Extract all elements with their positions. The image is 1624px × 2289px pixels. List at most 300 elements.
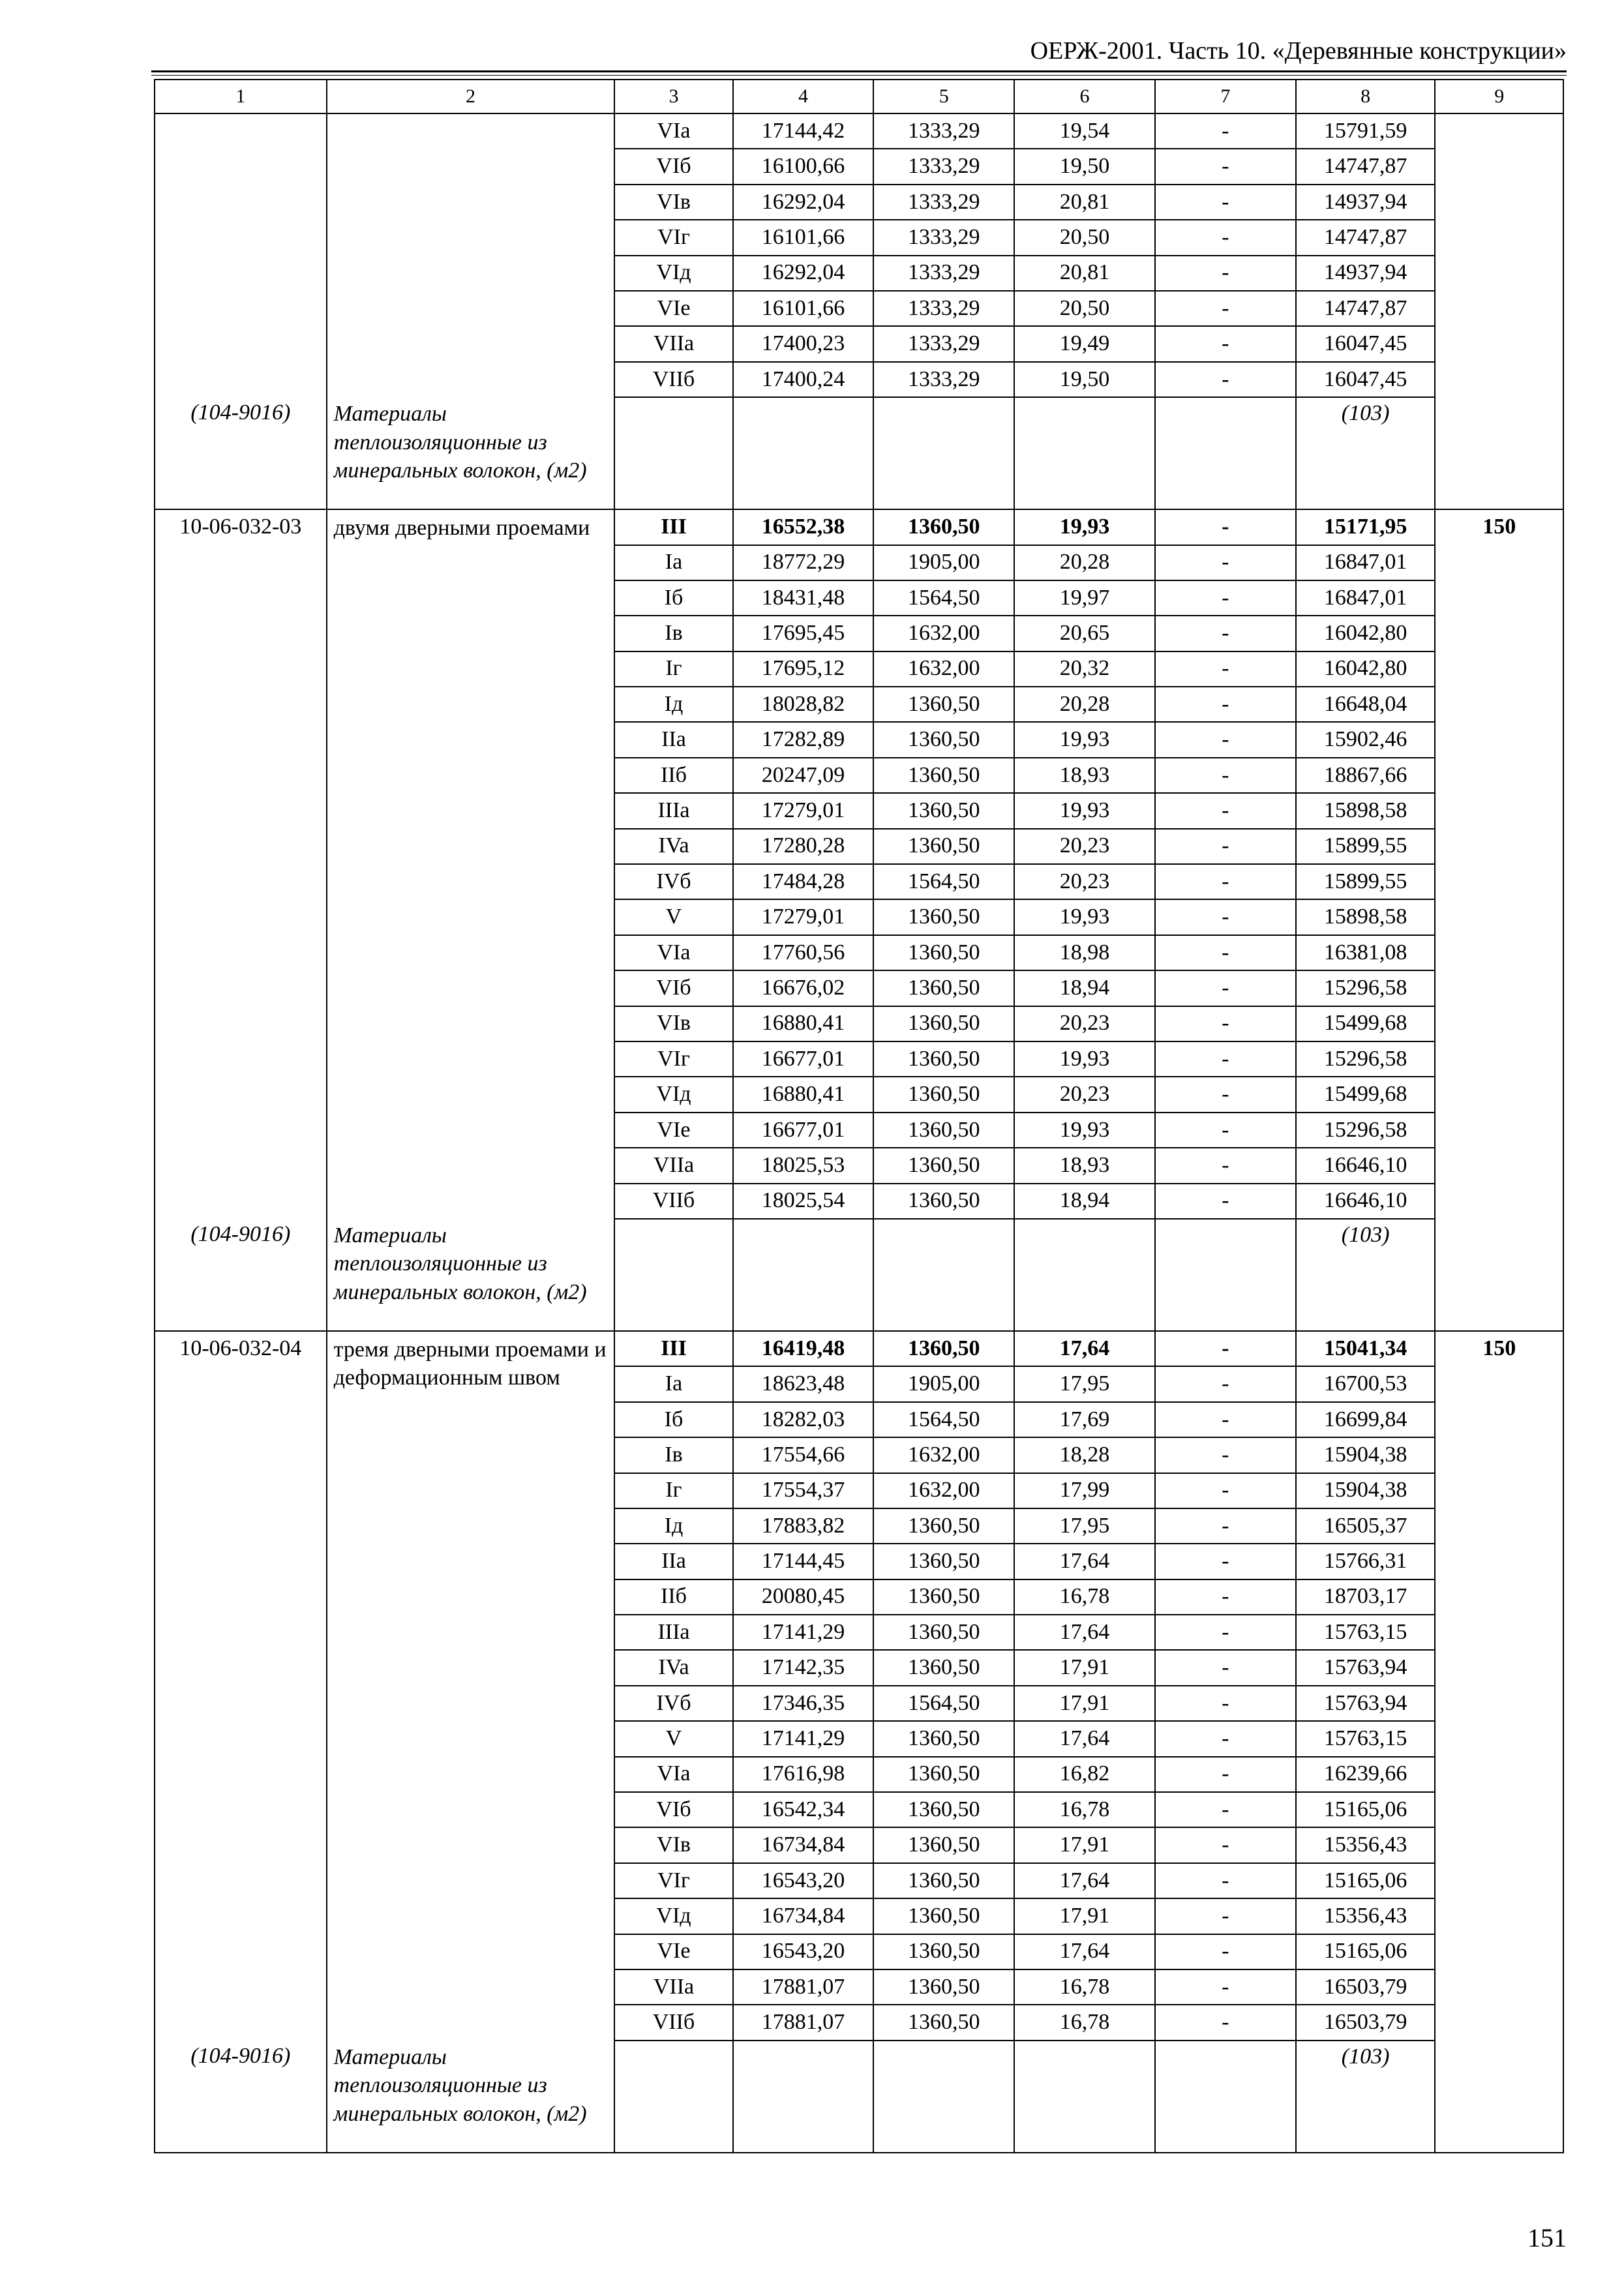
- zone-cell: VIa: [614, 1757, 732, 1792]
- machines-cell: 17,69: [1014, 1402, 1155, 1437]
- name-cell: [327, 1615, 615, 1650]
- table-row: [155, 1863, 1563, 1898]
- wages-cell: 1632,00: [873, 651, 1014, 687]
- empty-cell: [614, 397, 732, 509]
- materials-cell: 16646,10: [1296, 1148, 1436, 1183]
- machines-cell: 18,93: [1014, 1148, 1155, 1183]
- page-header-title: ОЕРЖ-2001. Часть 10. «Деревянные конструкции»: [1030, 37, 1567, 65]
- name-cell: [327, 935, 615, 970]
- drivers-wages-cell: -: [1155, 1579, 1296, 1615]
- name-cell: [327, 1934, 615, 1969]
- machines-cell: 17,64: [1014, 1863, 1155, 1898]
- labor-cell: [1435, 220, 1563, 255]
- machines-cell: 17,64: [1014, 1615, 1155, 1650]
- total-cost-cell: 16292,04: [733, 185, 874, 220]
- machines-cell: 20,23: [1014, 1006, 1155, 1041]
- labor-cell: [1435, 113, 1563, 149]
- machines-cell: 19,93: [1014, 793, 1155, 828]
- zone-cell: VIв: [614, 1827, 732, 1863]
- labor-cell: [1435, 1366, 1563, 1401]
- machines-cell: 19,50: [1014, 362, 1155, 397]
- zone-cell: VIг: [614, 1041, 732, 1077]
- code-cell: [155, 970, 327, 1006]
- machines-cell: 18,94: [1014, 970, 1155, 1006]
- empty-cell: [1155, 397, 1296, 509]
- machines-cell: 18,28: [1014, 1437, 1155, 1473]
- name-cell: [327, 1006, 615, 1041]
- wages-cell: 1360,50: [873, 1827, 1014, 1863]
- materials-cell: 15499,68: [1296, 1006, 1436, 1041]
- table-row: [155, 1757, 1563, 1792]
- table-row: [155, 829, 1563, 864]
- zone-cell: VIIa: [614, 326, 732, 361]
- price-table: [154, 79, 1564, 2153]
- machines-cell: 19,93: [1014, 1113, 1155, 1148]
- zone-cell: Iв: [614, 1437, 732, 1473]
- drivers-wages-cell: -: [1155, 1366, 1296, 1401]
- drivers-wages-cell: -: [1155, 1686, 1296, 1721]
- table-row: [155, 326, 1563, 361]
- drivers-wages-cell: -: [1155, 829, 1296, 864]
- wages-cell: 1360,50: [873, 1579, 1014, 1615]
- machines-cell: 19,97: [1014, 580, 1155, 616]
- drivers-wages-cell: -: [1155, 2005, 1296, 2040]
- empty-cell: [873, 1219, 1014, 1331]
- materials-cell: 15296,58: [1296, 1041, 1436, 1077]
- total-cost-cell: 16101,66: [733, 291, 874, 326]
- total-cost-cell: 17695,12: [733, 651, 874, 687]
- machines-cell: 17,99: [1014, 1473, 1155, 1508]
- drivers-wages-cell: -: [1155, 1077, 1296, 1112]
- zone-cell: VIд: [614, 1077, 732, 1112]
- materials-cell: 15899,55: [1296, 864, 1436, 899]
- machines-cell: 18,93: [1014, 758, 1155, 793]
- code-cell: [155, 1934, 327, 1969]
- column-number: 7: [1155, 80, 1296, 113]
- name-cell: [327, 651, 615, 687]
- labor-cell: [1435, 1077, 1563, 1112]
- table-row: [155, 864, 1563, 899]
- material-row: [155, 2041, 1563, 2153]
- labor-cell: [1435, 687, 1563, 722]
- code-cell: [155, 1077, 327, 1112]
- code-cell: [155, 291, 327, 326]
- total-cost-cell: 17144,45: [733, 1544, 874, 1579]
- labor-cell: [1435, 1934, 1563, 1969]
- name-cell: [327, 1757, 615, 1792]
- name-cell: [327, 362, 615, 397]
- machines-cell: 16,78: [1014, 2005, 1155, 2040]
- wages-cell: 1360,50: [873, 1077, 1014, 1112]
- empty-cell: [733, 2041, 874, 2153]
- materials-cell: 14937,94: [1296, 256, 1436, 291]
- code-cell: [155, 185, 327, 220]
- code-cell: [155, 1544, 327, 1579]
- wages-cell: 1360,50: [873, 935, 1014, 970]
- machines-cell: 17,95: [1014, 1508, 1155, 1544]
- zone-cell: VIe: [614, 1113, 732, 1148]
- name-cell: [327, 220, 615, 255]
- empty-cell: [1435, 397, 1563, 509]
- empty-cell: [1014, 397, 1155, 509]
- zone-cell: VIг: [614, 220, 732, 255]
- drivers-wages-cell: -: [1155, 1863, 1296, 1898]
- drivers-wages-cell: -: [1155, 1792, 1296, 1827]
- material-name: Материалы теплоизоляционные из минеральных волокон, (м2): [327, 397, 615, 509]
- work-name: двумя дверными проемами: [333, 516, 590, 541]
- wages-cell: 1360,50: [873, 1969, 1014, 2005]
- total-cost-cell: 20080,45: [733, 1579, 874, 1615]
- name-cell: [327, 616, 615, 651]
- labor-cell: [1435, 1508, 1563, 1544]
- code-cell: [155, 1006, 327, 1041]
- materials-cell: 18867,66: [1296, 758, 1436, 793]
- code-cell: [155, 1184, 327, 1219]
- name-cell: [327, 758, 615, 793]
- drivers-wages-cell: -: [1155, 899, 1296, 935]
- code-cell: [155, 113, 327, 149]
- table-row: [155, 1898, 1563, 1934]
- materials-cell: 16648,04: [1296, 687, 1436, 722]
- code-cell: [155, 1148, 327, 1183]
- labor-cell: [1435, 1184, 1563, 1219]
- zone-cell: III: [614, 509, 732, 545]
- total-cost-cell: 17400,23: [733, 326, 874, 361]
- materials-cell: 15356,43: [1296, 1827, 1436, 1863]
- code-cell: [155, 687, 327, 722]
- machines-cell: 19,93: [1014, 1041, 1155, 1077]
- name-cell: [327, 829, 615, 864]
- materials-cell: 16847,01: [1296, 545, 1436, 580]
- wages-cell: 1360,50: [873, 1544, 1014, 1579]
- machines-cell: 20,23: [1014, 829, 1155, 864]
- machines-cell: 17,91: [1014, 1650, 1155, 1685]
- table-row: [155, 651, 1563, 687]
- column-number: 4: [733, 80, 874, 113]
- table-row: [155, 149, 1563, 184]
- materials-cell: 16646,10: [1296, 1184, 1436, 1219]
- total-cost-cell: 17883,82: [733, 1508, 874, 1544]
- drivers-wages-cell: -: [1155, 185, 1296, 220]
- machines-cell: 16,82: [1014, 1757, 1155, 1792]
- wages-cell: 1360,50: [873, 1863, 1014, 1898]
- table-row: [155, 1544, 1563, 1579]
- total-cost-cell: 17282,89: [733, 722, 874, 757]
- table-row: [155, 1148, 1563, 1183]
- total-cost-cell: 16734,84: [733, 1898, 874, 1934]
- name-cell: [327, 1579, 615, 1615]
- materials-cell: 15296,58: [1296, 970, 1436, 1006]
- materials-cell: 16047,45: [1296, 326, 1436, 361]
- total-cost-cell: 17279,01: [733, 899, 874, 935]
- materials-cell: 18703,17: [1296, 1579, 1436, 1615]
- zone-cell: VIa: [614, 113, 732, 149]
- wages-cell: 1360,50: [873, 1757, 1014, 1792]
- name-cell: [327, 2005, 615, 2040]
- table-row: [155, 1184, 1563, 1219]
- table-row: [155, 1331, 1563, 1366]
- wages-cell: 1333,29: [873, 256, 1014, 291]
- table-row: [155, 1934, 1563, 1969]
- column-number-row: [155, 80, 1563, 113]
- drivers-wages-cell: -: [1155, 864, 1296, 899]
- total-cost-cell: 17144,42: [733, 113, 874, 149]
- labor-cell: [1435, 1650, 1563, 1685]
- wages-cell: 1564,50: [873, 580, 1014, 616]
- zone-cell: III: [614, 1331, 732, 1366]
- name-cell: [327, 113, 615, 149]
- machines-cell: 18,98: [1014, 935, 1155, 970]
- code-cell: [155, 616, 327, 651]
- total-cost-cell: 17760,56: [733, 935, 874, 970]
- total-cost-cell: 18025,54: [733, 1184, 874, 1219]
- materials-cell: 15763,94: [1296, 1650, 1436, 1685]
- wages-cell: 1360,50: [873, 1113, 1014, 1148]
- machines-cell: 16,78: [1014, 1792, 1155, 1827]
- drivers-wages-cell: -: [1155, 220, 1296, 255]
- machines-cell: 19,49: [1014, 326, 1155, 361]
- wages-cell: 1360,50: [873, 1898, 1014, 1934]
- labor-cell: [1435, 1792, 1563, 1827]
- drivers-wages-cell: -: [1155, 758, 1296, 793]
- labor-cell: [1435, 616, 1563, 651]
- drivers-wages-cell: -: [1155, 1508, 1296, 1544]
- materials-cell: 15766,31: [1296, 1544, 1436, 1579]
- labor-cell: [1435, 1615, 1563, 1650]
- zone-cell: IIIa: [614, 793, 732, 828]
- drivers-wages-cell: -: [1155, 1615, 1296, 1650]
- machines-cell: 17,91: [1014, 1827, 1155, 1863]
- total-cost-cell: 17141,29: [733, 1615, 874, 1650]
- table-row: [155, 220, 1563, 255]
- materials-cell: 14937,94: [1296, 185, 1436, 220]
- machines-cell: 19,93: [1014, 899, 1155, 935]
- materials-cell: 16047,45: [1296, 362, 1436, 397]
- zone-cell: VIв: [614, 1006, 732, 1041]
- name-cell: [327, 1148, 615, 1183]
- labor-cell: [1435, 1148, 1563, 1183]
- zone-cell: IVa: [614, 829, 732, 864]
- drivers-wages-cell: -: [1155, 113, 1296, 149]
- labor-cell: [1435, 256, 1563, 291]
- code-cell: [155, 1615, 327, 1650]
- zone-cell: VIв: [614, 185, 732, 220]
- table-row: [155, 1006, 1563, 1041]
- code-cell: [155, 1366, 327, 1401]
- wages-cell: 1360,50: [873, 970, 1014, 1006]
- code-cell: [155, 1437, 327, 1473]
- labor-cell: [1435, 1402, 1563, 1437]
- labor-cell: [1435, 935, 1563, 970]
- drivers-wages-cell: -: [1155, 326, 1296, 361]
- material-row: [155, 1219, 1563, 1331]
- drivers-wages-cell: -: [1155, 1969, 1296, 2005]
- wages-cell: 1360,50: [873, 1006, 1014, 1041]
- total-cost-cell: 16677,01: [733, 1041, 874, 1077]
- code-cell: [155, 1508, 327, 1544]
- name-cell: [327, 1721, 615, 1756]
- zone-cell: Iб: [614, 580, 732, 616]
- machines-cell: 17,64: [1014, 1544, 1155, 1579]
- zone-cell: VIIa: [614, 1148, 732, 1183]
- labor-cell: [1435, 1579, 1563, 1615]
- materials-cell: 15356,43: [1296, 1898, 1436, 1934]
- code-cell: [155, 829, 327, 864]
- material-code: (104-9016): [155, 1219, 327, 1331]
- code-cell: [155, 362, 327, 397]
- total-cost-cell: 17484,28: [733, 864, 874, 899]
- materials-cell: 16503,79: [1296, 1969, 1436, 2005]
- total-cost-cell: 16880,41: [733, 1077, 874, 1112]
- materials-cell: 15898,58: [1296, 793, 1436, 828]
- labor-cell: [1435, 1969, 1563, 2005]
- labor-cell: [1435, 1863, 1563, 1898]
- wages-cell: 1360,50: [873, 1331, 1014, 1366]
- machines-cell: 20,50: [1014, 220, 1155, 255]
- drivers-wages-cell: -: [1155, 362, 1296, 397]
- drivers-wages-cell: -: [1155, 1650, 1296, 1685]
- total-cost-cell: 17695,45: [733, 616, 874, 651]
- wages-cell: 1360,50: [873, 899, 1014, 935]
- drivers-wages-cell: -: [1155, 616, 1296, 651]
- drivers-wages-cell: -: [1155, 1898, 1296, 1934]
- labor-cell: [1435, 1041, 1563, 1077]
- wages-cell: 1564,50: [873, 864, 1014, 899]
- name-cell: [327, 1863, 615, 1898]
- materials-cell: 15296,58: [1296, 1113, 1436, 1148]
- wages-cell: 1360,50: [873, 1615, 1014, 1650]
- labor-cell: [1435, 758, 1563, 793]
- materials-cell: 15763,15: [1296, 1721, 1436, 1756]
- materials-cell: 15763,15: [1296, 1615, 1436, 1650]
- total-cost-cell: 17616,98: [733, 1757, 874, 1792]
- labor-cell: [1435, 970, 1563, 1006]
- total-cost-cell: 18025,53: [733, 1148, 874, 1183]
- empty-cell: [873, 397, 1014, 509]
- materials-cell: 15898,58: [1296, 899, 1436, 935]
- labor-cell: [1435, 1898, 1563, 1934]
- total-cost-cell: 16677,01: [733, 1113, 874, 1148]
- name-cell: [327, 864, 615, 899]
- code-cell: [155, 899, 327, 935]
- material-code: (104-9016): [155, 2041, 327, 2153]
- zone-cell: IIIa: [614, 1615, 732, 1650]
- labor-cell: [1435, 362, 1563, 397]
- materials-cell: 15899,55: [1296, 829, 1436, 864]
- code-cell: [155, 1041, 327, 1077]
- machines-cell: 17,91: [1014, 1686, 1155, 1721]
- code-cell: [155, 1579, 327, 1615]
- labor-cell: [1435, 1437, 1563, 1473]
- table-row: [155, 793, 1563, 828]
- code-cell: 10-06-032-04: [155, 1331, 327, 1366]
- empty-cell: [1014, 2041, 1155, 2153]
- name-cell: [327, 326, 615, 361]
- zone-cell: V: [614, 1721, 732, 1756]
- name-cell: [327, 1544, 615, 1579]
- column-number: 6: [1014, 80, 1155, 113]
- machines-cell: 19,54: [1014, 113, 1155, 149]
- zone-cell: IVa: [614, 1650, 732, 1685]
- drivers-wages-cell: -: [1155, 935, 1296, 970]
- code-cell: [155, 2005, 327, 2040]
- materials-cell: 16699,84: [1296, 1402, 1436, 1437]
- total-cost-cell: 16880,41: [733, 1006, 874, 1041]
- total-cost-cell: 16542,34: [733, 1792, 874, 1827]
- labor-cell: [1435, 149, 1563, 184]
- wages-cell: 1360,50: [873, 1650, 1014, 1685]
- code-cell: [155, 758, 327, 793]
- wages-cell: 1333,29: [873, 113, 1014, 149]
- work-name: тремя дверными проемами и деформационным швом: [333, 1337, 607, 1390]
- total-cost-cell: 17881,07: [733, 2005, 874, 2040]
- total-cost-cell: 16419,48: [733, 1331, 874, 1366]
- table-row: [155, 362, 1563, 397]
- wages-cell: 1632,00: [873, 1473, 1014, 1508]
- zone-cell: VIг: [614, 1863, 732, 1898]
- total-cost-cell: 16734,84: [733, 1827, 874, 1863]
- code-cell: [155, 1969, 327, 2005]
- name-cell: [327, 1792, 615, 1827]
- zone-cell: Ia: [614, 1366, 732, 1401]
- drivers-wages-cell: -: [1155, 1934, 1296, 1969]
- labor-cell: [1435, 185, 1563, 220]
- drivers-wages-cell: -: [1155, 149, 1296, 184]
- total-cost-cell: 17346,35: [733, 1686, 874, 1721]
- name-cell: [327, 291, 615, 326]
- labor-cell: [1435, 1721, 1563, 1756]
- name-cell: [327, 1331, 615, 1437]
- labor-cell: [1435, 651, 1563, 687]
- drivers-wages-cell: -: [1155, 256, 1296, 291]
- labor-cell: [1435, 1473, 1563, 1508]
- machines-cell: 20,32: [1014, 651, 1155, 687]
- table-row: [155, 1077, 1563, 1112]
- header-rule-thick: [151, 70, 1567, 72]
- name-cell: [327, 1041, 615, 1077]
- drivers-wages-cell: -: [1155, 793, 1296, 828]
- labor-cell: [1435, 1686, 1563, 1721]
- materials-cell: 15165,06: [1296, 1934, 1436, 1969]
- zone-cell: VIд: [614, 1898, 732, 1934]
- code-cell: [155, 1721, 327, 1756]
- materials-cell: 15904,38: [1296, 1473, 1436, 1508]
- labor-cell: [1435, 899, 1563, 935]
- labor-cell: [1435, 793, 1563, 828]
- labor-cell: [1435, 1757, 1563, 1792]
- drivers-wages-cell: -: [1155, 291, 1296, 326]
- name-cell: [327, 793, 615, 828]
- materials-cell: 16505,37: [1296, 1508, 1436, 1544]
- zone-cell: IIб: [614, 758, 732, 793]
- drivers-wages-cell: -: [1155, 1544, 1296, 1579]
- code-cell: [155, 1863, 327, 1898]
- machines-cell: 20,81: [1014, 256, 1155, 291]
- name-cell: [327, 722, 615, 757]
- code-cell: 10-06-032-03: [155, 509, 327, 545]
- total-cost-cell: 17280,28: [733, 829, 874, 864]
- name-cell: [327, 1650, 615, 1685]
- table-row: [155, 899, 1563, 935]
- zone-cell: IIб: [614, 1579, 732, 1615]
- material-ref: (103): [1296, 397, 1436, 509]
- column-number: 8: [1296, 80, 1436, 113]
- zone-cell: VIд: [614, 256, 732, 291]
- material-code: (104-9016): [155, 397, 327, 509]
- labor-cell: [1435, 580, 1563, 616]
- total-cost-cell: 18282,03: [733, 1402, 874, 1437]
- total-cost-cell: 16292,04: [733, 256, 874, 291]
